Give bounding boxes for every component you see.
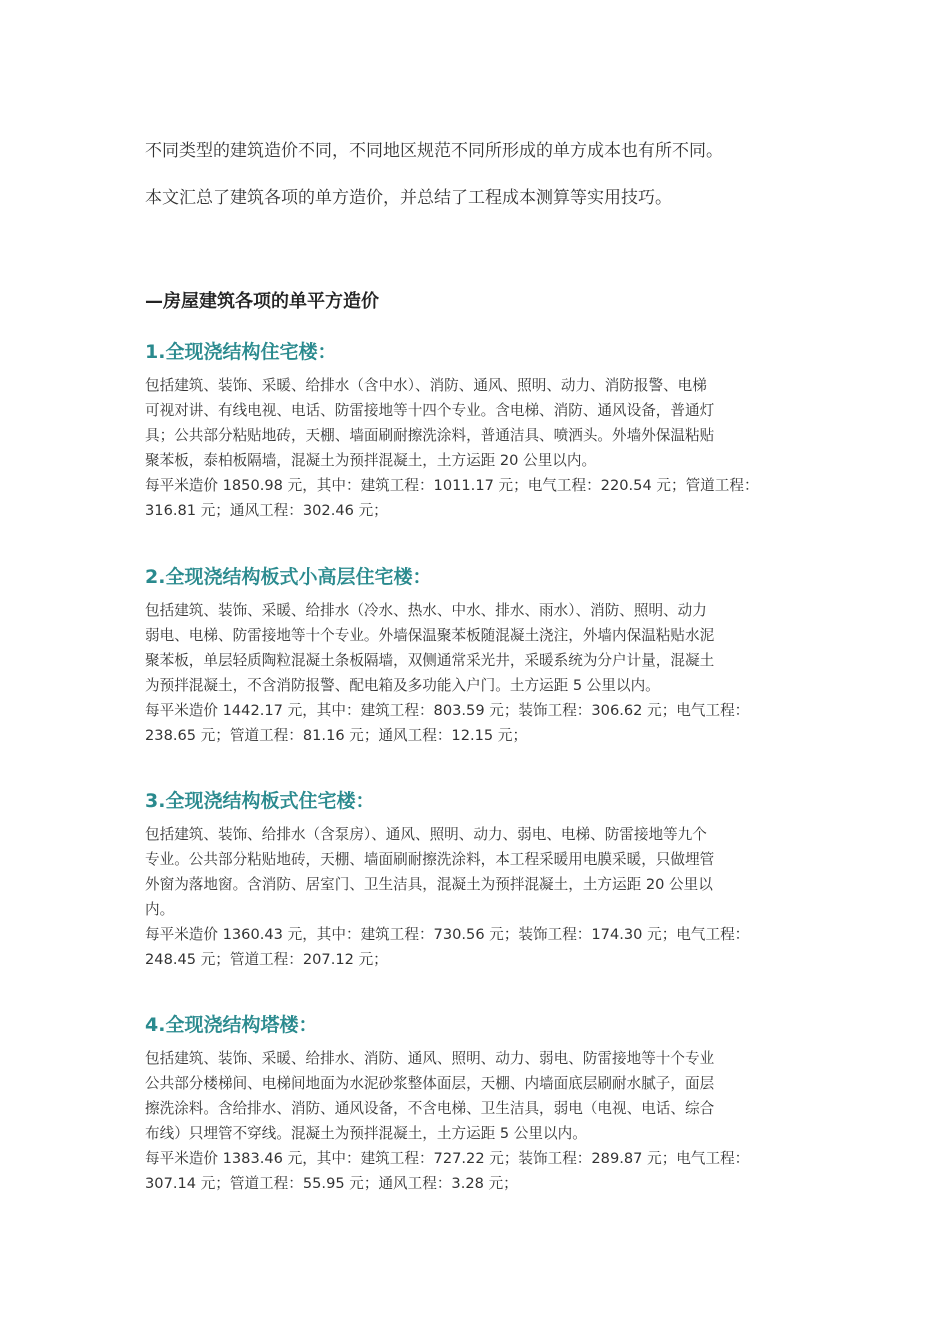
item-body-2 bbox=[145, 598, 817, 748]
body-line: 公共部分楼梯间、电梯间地面为水泥砂浆整体面层，天棚、内墙面底层刷耐水腻子，面层 bbox=[145, 1075, 715, 1092]
item-heading-3: 3.全现浇结构板式住宅楼： bbox=[145, 790, 375, 812]
item-body-3 bbox=[145, 822, 817, 972]
price-line: 307.14 元；管道工程：55.95 元；通风工程：3.28 元； bbox=[145, 1175, 518, 1192]
body-line: 包括建筑、装饰、采暖、给排水（冷水、热水、中水、排水、雨水）、消防、照明、动力 bbox=[145, 602, 707, 619]
item-heading-1: 1.全现浇结构住宅楼： bbox=[145, 341, 337, 363]
item-heading-4: 4.全现浇结构塔楼： bbox=[145, 1014, 318, 1036]
body-line: 包括建筑、装饰、采暖、给排水（含中水）、消防、通风、照明、动力、消防报警、电梯 bbox=[145, 377, 707, 394]
body-line: 内。 bbox=[145, 901, 175, 918]
price-line: 248.45 元；管道工程：207.12 元； bbox=[145, 951, 388, 968]
body-line: 专业。公共部分粘贴地砖，天棚、墙面刷耐擦洗涂料，本工程采暖用电膜采暖，只做埋管 bbox=[145, 851, 715, 868]
intro-paragraph-1: 不同类型的建筑造价不同，不同地区规范不同所形成的单方成本也有所不同。 bbox=[145, 141, 723, 161]
section-title: —房屋建筑各项的单平方造价 bbox=[145, 291, 379, 312]
body-line: 布线）只埋管不穿线。混凝土为预拌混凝土，土方运距 5 公里以内。 bbox=[145, 1125, 587, 1142]
intro-paragraph-2: 本文汇总了建筑各项的单方造价，并总结了工程成本测算等实用技巧。 bbox=[145, 188, 672, 208]
price-line: 每平米造价 1850.98 元，其中：建筑工程：1011.17 元；电气工程：220.54 元；管道工程： bbox=[145, 477, 759, 494]
body-line: 聚苯板，单层轻质陶粒混凝土条板隔墙，双侧通常采光井，采暖系统为分户计量，混凝土 bbox=[145, 652, 715, 669]
body-line: 聚苯板，泰柏板隔墙，混凝土为预拌混凝土，土方运距 20 公里以内。 bbox=[145, 452, 597, 469]
price-line: 316.81 元；通风工程：302.46 元； bbox=[145, 502, 388, 519]
price-line: 每平米造价 1442.17 元，其中：建筑工程：803.59 元；装饰工程：306.62 元；电气工程： bbox=[145, 702, 750, 719]
item-heading-2: 2.全现浇结构板式小高层住宅楼： bbox=[145, 566, 432, 588]
body-line: 擦洗涂料。含给排水、消防、通风设备，不含电梯、卫生洁具，弱电（电视、电话、综合 bbox=[145, 1100, 715, 1117]
item-body-1 bbox=[145, 373, 817, 523]
body-line: 可视对讲、有线电视、电话、防雷接地等十四个专业。含电梯、消防、通风设备，普通灯 bbox=[145, 402, 715, 419]
price-line: 每平米造价 1383.46 元，其中：建筑工程：727.22 元；装饰工程：289.87 元；电气工程： bbox=[145, 1150, 750, 1167]
body-line: 弱电、电梯、防雷接地等十个专业。外墙保温聚苯板随混凝土浇注，外墙内保温粘贴水泥 bbox=[145, 627, 715, 644]
body-line: 为预拌混凝土，不含消防报警、配电箱及多功能入户门。土方运距 5 公里以内。 bbox=[145, 677, 660, 694]
body-line: 外窗为落地窗。含消防、居室门、卫生洁具，混凝土为预拌混凝土，土方运距 20 公里以 bbox=[145, 876, 713, 893]
item-body-4 bbox=[145, 1046, 817, 1196]
price-line: 238.65 元；管道工程：81.16 元；通风工程：12.15 元； bbox=[145, 727, 528, 744]
body-line: 具；公共部分粘贴地砖，天棚、墙面刷耐擦洗涂料，普通洁具、喷洒头。外墙外保温粘贴 bbox=[145, 427, 715, 444]
body-line: 包括建筑、装饰、给排水（含泵房）、通风、照明、动力、弱电、电梯、防雷接地等九个 bbox=[145, 826, 707, 843]
body-line: 包括建筑、装饰、采暖、给排水、消防、通风、照明、动力、弱电、防雷接地等十个专业 bbox=[145, 1050, 715, 1067]
price-line: 每平米造价 1360.43 元，其中：建筑工程：730.56 元；装饰工程：174.30 元；电气工程： bbox=[145, 926, 750, 943]
